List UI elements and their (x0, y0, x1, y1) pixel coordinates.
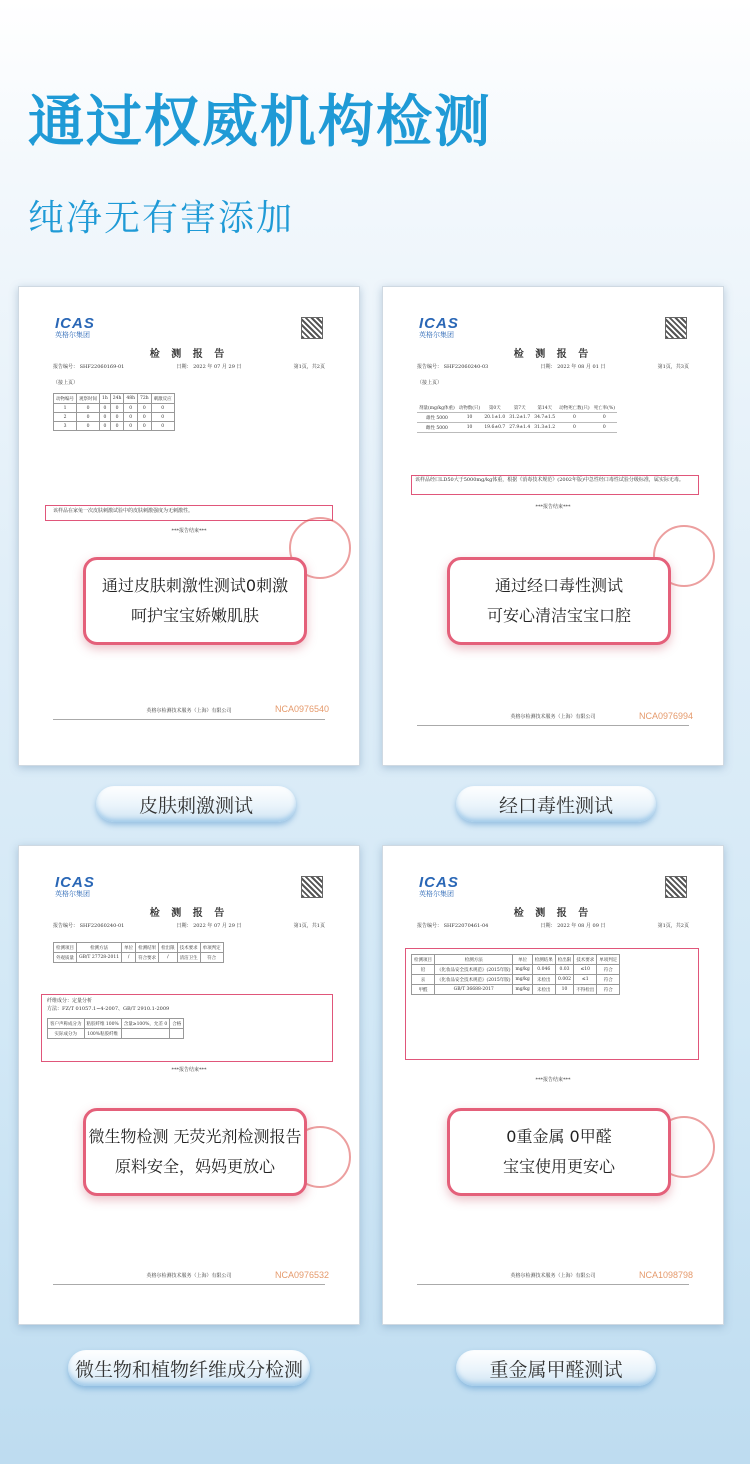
report-meta: 报告编号： SHF22060240-03 日期： 2022 年 08 月 01 日 第1页，共3页 (417, 364, 689, 370)
icas-logo: ICAS 英格尔集团 (55, 315, 95, 339)
label-microbe-fiber-test: 微生物和植物纤维成分检测 (68, 1350, 310, 1386)
qr-code-icon (665, 317, 687, 339)
report-conclusion: 该样品经口LD50大于5000mg/kg体重，根据《消毒技术规范》(2002年版)中急性经口毒性试验分级标准，属实际无毒。 (415, 477, 684, 483)
report-note: （接上页） (53, 380, 79, 386)
nca-code: NCA0976540 (274, 704, 329, 714)
report-paper (33, 862, 345, 1310)
table-row: 1 0 0 0 0 0 0 (54, 404, 175, 413)
callout-box: 0重金属 0甲醛 宝宝使用更安心 (447, 1108, 671, 1196)
heavy-metal-table: 检测项目 检测方法 单位 检测结果 检出限 技术要求 单项判定 铅 《化妆品安全技术规范》(2015年版) mg/kg 0.046 0.03 ≤10 符合 汞 《化妆品安全技术规范》(2015年版) mg/kg 未检出 0.002 ≤1 符合 甲醛 GB/T 36688-2017 mg/kg 未检出 10 不得检出 符合 (411, 954, 620, 995)
table-row: 外观质量 GB/T 27728-2011 / 符合要求 / 清洁卫生 符合 (54, 953, 224, 963)
report-meta: 报告编号： SHF22060240-01 日期： 2022 年 07 月 29 日 第1页，共1页 (53, 923, 325, 929)
table-row: 雄性 5000 10 20.1±1.0 31.2±1.7 34.7±1.5 0 0 (417, 413, 617, 423)
report-note: （接上页） (417, 380, 443, 386)
table-row: 实际成分为 100%粘胶纤维 (48, 1029, 184, 1039)
table-row: 2 0 0 0 0 0 0 (54, 413, 175, 422)
callout-box: 通过皮肤刺激性测试0刺激 呵护宝宝娇嫩肌肤 (83, 557, 307, 645)
nca-code: NCA1098798 (638, 1270, 693, 1280)
report-paper (33, 303, 345, 751)
label-oral-test: 经口毒性测试 (456, 786, 656, 822)
callout-box: 微生物检测 无荧光剂检测报告 原料安全，妈妈更放心 (83, 1108, 307, 1196)
fiber-title: 纤维成分：定量分析 (47, 998, 93, 1004)
table-row: 甲醛 GB/T 36688-2017 mg/kg 未检出 10 不得检出 符合 (412, 985, 620, 995)
label-heavy-metal-test: 重金属甲醛测试 (456, 1350, 656, 1386)
footer-company: 英格尔检测技术服务（上海）有限公司 (146, 1273, 232, 1279)
nca-code: NCA0976994 (638, 711, 693, 721)
table-row: 雌性 5000 10 19.6±0.7 27.9±1.4 31.3±1.2 0 0 (417, 423, 617, 433)
fiber-table (47, 1018, 184, 1039)
report-title: 检 测 报 告 (513, 349, 593, 360)
report-end-mark: ***报告结束*** (171, 528, 207, 534)
qr-code-icon (301, 876, 323, 898)
page-title: 通过权威机构检测 (28, 90, 492, 155)
report-card-heavy-metal (382, 845, 724, 1325)
report-meta: 报告编号： SHF22060169-01 日期： 2022 年 07 月 29 日 第1页，共2页 (53, 364, 325, 370)
table-row: 客户声称成分为 粘胶纤维 100% 含量≥100%，允差 0 合格 (48, 1019, 184, 1029)
table-row: 汞 《化妆品安全技术规范》(2015年版) mg/kg 未检出 0.002 ≤1 符合 (412, 975, 620, 985)
footer-company: 英格尔检测技术服务（上海）有限公司 (510, 714, 596, 720)
oral-test-table: 剂量(mg/kg体重) 动物数(只) 第0天 第7天 第14天 动物死亡数(只) 死亡率(%) 雄性 5000 10 20.1±1.0 31.2±1.7 34.7±1.5 0 0 雌性 5000 10 19.6±0.7 27.9±1.4 31.3±1.2 0 0 (417, 403, 617, 433)
report-title: 检 测 报 告 (513, 908, 593, 919)
report-title: 检 测 报 告 (149, 908, 229, 919)
icas-logo: ICAS 英格尔集团 (419, 315, 459, 339)
report-conclusion: 该样品在家兔一次皮肤刺激试验中的皮肤刺激强度为无刺激性。 (53, 508, 194, 514)
footer-address (53, 719, 325, 722)
fiber-method: 方法：FZ/T 01057.1~4-2007、GB/T 2910.1-2009 (47, 1006, 170, 1012)
appearance-table: 检测项目 检测方法 单位 检测结果 检出限 技术要求 单项判定 外观质量 GB/T 27728-2011 / 符合要求 / 清洁卫生 符合 (53, 942, 224, 963)
report-card-skin (18, 286, 360, 766)
report-meta: 报告编号： SHF22070461-04 日期： 2022 年 08 月 09 日 第1页，共2页 (417, 923, 689, 929)
report-end-mark: ***报告结束*** (535, 1077, 571, 1083)
footer-address (417, 1284, 689, 1287)
report-paper (397, 303, 709, 751)
report-paper (397, 862, 709, 1310)
nca-code: NCA0976532 (274, 1270, 329, 1280)
qr-code-icon (301, 317, 323, 339)
skin-test-table: 动物编号 观察时间 1h 24h 48h 72h 刺激反应 1 0 0 0 0 0 0 2 0 0 0 0 0 0 3 0 0 0 0 0 0 (53, 393, 175, 431)
footer-company: 英格尔检测技术服务（上海）有限公司 (146, 708, 232, 714)
report-end-mark: ***报告结束*** (535, 504, 571, 510)
page-subtitle: 纯净无有害添加 (28, 198, 295, 239)
footer-address (417, 725, 689, 728)
table-row: 3 0 0 0 0 0 0 (54, 422, 175, 431)
footer-company: 英格尔检测技术服务（上海）有限公司 (510, 1273, 596, 1279)
table-row: 铅 《化妆品安全技术规范》(2015年版) mg/kg 0.046 0.03 ≤10 符合 (412, 965, 620, 975)
icas-logo: ICAS 英格尔集团 (419, 874, 459, 898)
footer-address (53, 1284, 325, 1287)
report-card-microbe (18, 845, 360, 1325)
icas-logo: ICAS 英格尔集团 (55, 874, 95, 898)
callout-box: 通过经口毒性测试 可安心清洁宝宝口腔 (447, 557, 671, 645)
report-title: 检 测 报 告 (149, 349, 229, 360)
qr-code-icon (665, 876, 687, 898)
label-skin-test: 皮肤刺激测试 (96, 786, 296, 822)
report-end-mark: ***报告结束*** (171, 1067, 207, 1073)
report-card-oral (382, 286, 724, 766)
